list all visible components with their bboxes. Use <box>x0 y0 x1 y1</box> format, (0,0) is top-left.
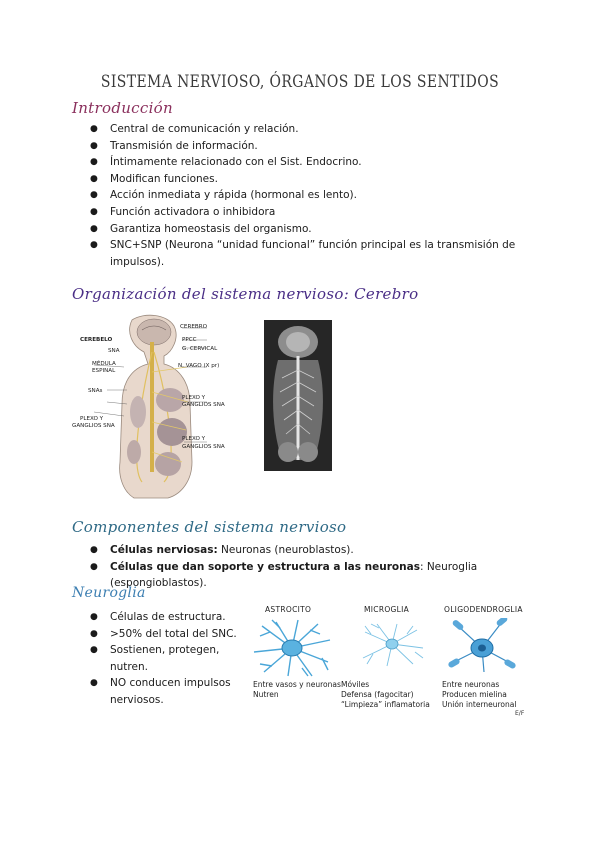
oligodendrocyte-illustration <box>448 618 516 673</box>
list-item: ● Transmisión de información. <box>90 138 520 155</box>
list-item <box>90 542 560 559</box>
astrocyte-illustration <box>252 618 332 678</box>
neuroglia-heading: Neuroglia <box>72 585 146 601</box>
microglia-illustration <box>357 622 427 667</box>
label-cerebelo: CEREBELO <box>80 337 113 343</box>
label-cerebro: CEREBRO <box>180 324 207 330</box>
list-item: ● Íntimamente relacionado con el Sist. Endocrino. <box>90 154 520 171</box>
definition: : Neuroglia (espongioblastos). <box>110 560 478 590</box>
nervous-system-diagram <box>72 312 247 502</box>
list-item: ● SNC+SNP (Neurona “unidad funcional” función principal es la transmisión de impulsos). <box>90 237 520 270</box>
list-item: ● Garantiza homeostasis del organismo. <box>90 221 520 238</box>
label-plexo-r2b: GANGLIOS SNA <box>182 444 225 450</box>
components-list <box>90 542 560 592</box>
footer-initials: E/F <box>515 710 525 717</box>
list-item: ● Central de comunicación y relación. <box>90 121 520 138</box>
caption-line: Entre vasos y neuronas <box>253 680 341 689</box>
list-item: ● >50% del total del SNC. <box>90 626 240 643</box>
caption-line: Móviles <box>341 680 370 689</box>
oligodendroglia-title: OLIGODENDROGLIA <box>444 605 523 614</box>
astrocito-title: ASTROCITO <box>265 605 312 614</box>
label-plexo-l1b: GANGLIOS SNA <box>72 423 115 429</box>
label-medula: MÉDULA <box>92 361 116 367</box>
oligodendroglia-caption <box>442 680 516 710</box>
label-cervical: G. CERVICAL <box>182 346 218 352</box>
microglia-title: MICROGLIA <box>364 605 410 614</box>
label-sna: SNA <box>108 348 120 354</box>
caption-line: Producen mielina <box>442 690 507 699</box>
list-item: ● Función activadora o inhibidora <box>90 204 520 221</box>
label-plexo-r2: PLEXO Y <box>182 436 206 442</box>
components-heading: Componentes del sistema nervioso <box>72 518 347 536</box>
label-plexo-r1b: GANGLIOS SNA <box>182 402 225 408</box>
caption-line: Nutren <box>253 690 279 699</box>
dissection-photo <box>264 320 332 471</box>
term: Células que dan soporte y estructura a las neuronas <box>110 560 420 573</box>
caption-line: Unión interneuronal <box>442 700 517 709</box>
list-item: ● NO conducen impulsos nerviosos. <box>90 675 240 708</box>
intro-heading: Introducción <box>72 99 173 117</box>
caption-line: Defensa (fagocitar) <box>341 690 414 699</box>
list-item: ● Sostienen, protegen, nutren. <box>90 642 240 675</box>
page-title: SISTEMA NERVIOSO, ÓRGANOS DE LOS SENTIDOS <box>100 72 500 92</box>
list-item <box>90 559 560 592</box>
microglia-caption <box>341 680 430 710</box>
neuroglia-list <box>90 609 240 709</box>
label-vago: N. VAGO (X pr) <box>178 363 220 369</box>
term: Células nerviosas: <box>110 544 218 556</box>
list-item: ● Células de estructura. <box>90 609 240 626</box>
caption-line: “Limpieza” inflamatoria <box>341 700 430 709</box>
label-plexo-l1: PLEXO Y <box>80 416 104 422</box>
intro-list <box>90 121 520 270</box>
label-snas: SNAs <box>88 388 103 394</box>
definition: Neuronas (neuroblastos). <box>217 544 354 556</box>
list-item: ● Modifican funciones. <box>90 171 520 188</box>
label-plexo-r1: PLEXO Y <box>182 395 206 401</box>
caption-line: Entre neuronas <box>442 680 500 689</box>
label-ppcc: PPCC <box>182 337 197 343</box>
organization-heading: Organización del sistema nervioso: Cerebro <box>72 285 419 303</box>
list-item: ● Acción inmediata y rápida (hormonal es lento). <box>90 187 520 204</box>
astrocito-caption <box>253 680 341 700</box>
label-espinal: ESPINAL <box>92 368 116 374</box>
back-dissection-image <box>264 320 332 471</box>
